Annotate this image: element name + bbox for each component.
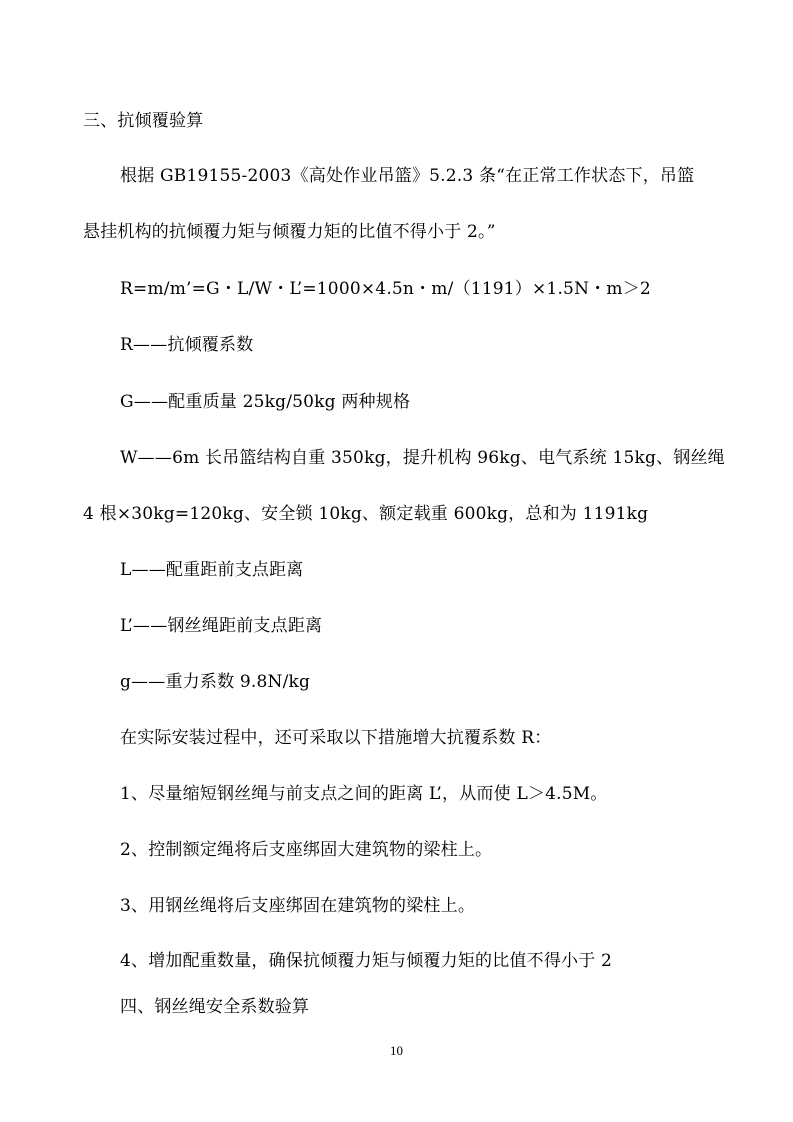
formula-line: R=m/m’=G・L/W・L’=1000×4.5n・m/（1191）×1.5N・m＞2: [120, 279, 651, 299]
definition-R: R——抗倾覆系数: [120, 335, 254, 355]
measure-item-3: 3、用钢丝绳将后支座绑固在建筑物的梁柱上。: [120, 896, 476, 916]
measures-intro: 在实际安装过程中，还可采取以下措施增大抗覆系数 R：: [120, 728, 552, 748]
measure-item-2: 2、控制额定绳将后支座绑固大建筑物的梁柱上。: [120, 840, 493, 860]
basis-paragraph-line-1: 根据 GB19155-2003《高处作业吊篮》5.2.3 条“在正常工作状态下，吊篮: [120, 166, 695, 186]
definition-L-prime: L’——钢丝绳距前支点距离: [120, 616, 323, 636]
measure-item-1: 1、尽量缩短钢丝绳与前支点之间的距离 L’，从而使 L＞4.5M。: [120, 784, 608, 804]
basis-paragraph-line-2: 悬挂机构的抗倾覆力矩与倾覆力矩的比值不得小于 2。”: [83, 222, 496, 242]
page-number: 10: [390, 1043, 403, 1058]
definition-W-line-2: 4 根×30kg=120kg、安全锁 10kg、额定载重 600kg，总和为 1191kg: [83, 504, 649, 524]
measure-item-4: 4、增加配重数量，确保抗倾覆力矩与倾覆力矩的比值不得小于 2: [120, 951, 613, 971]
definition-G: G——配重质量 25kg/50kg 两种规格: [120, 392, 411, 412]
definition-L: L——配重距前支点距离: [120, 560, 304, 580]
section-heading-4: 四、钢丝绳安全系数验算: [120, 997, 310, 1017]
definition-W-line-1: W——6m 长吊篮结构自重 350kg，提升机构 96kg、电气系统 15kg、钢丝绳: [120, 448, 725, 468]
definition-g: g——重力系数 9.8N/kg: [120, 672, 311, 692]
section-heading-3: 三、抗倾覆验算: [83, 111, 204, 131]
